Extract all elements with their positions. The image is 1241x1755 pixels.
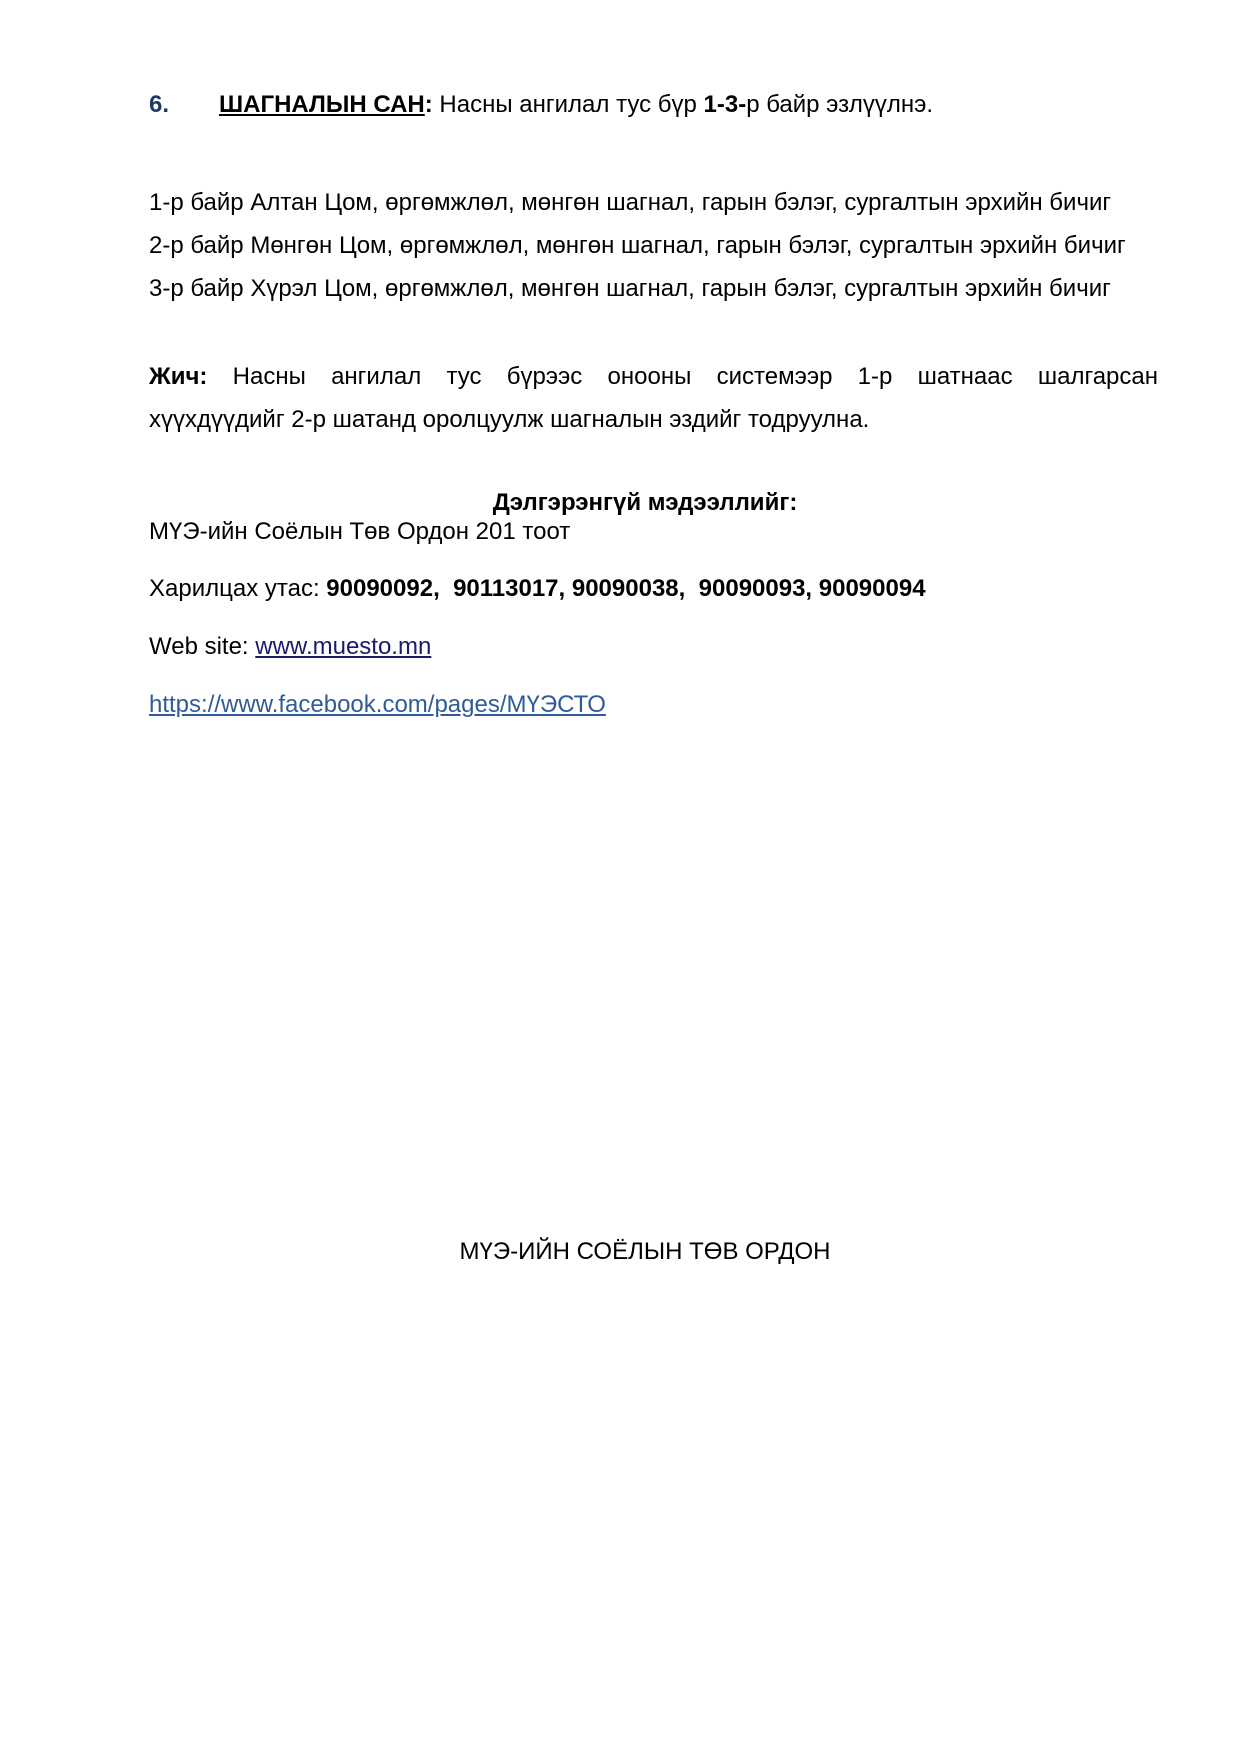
phone-numbers: 90090092, 90113017, 90090038, 90090093, 90090094 bbox=[326, 575, 926, 602]
prize-line-2: 2-р байр Мөнгөн Цом, өргөмжлөл, мөнгөн шагнал, гарын бэлэг, сургалтын эрхийн бичиг bbox=[149, 232, 1126, 259]
footer-organization: МҮЭ-ИЙН СОЁЛЫН ТӨВ ОРДОН bbox=[459, 1238, 831, 1265]
contact-phone bbox=[149, 574, 926, 604]
web-link[interactable]: www.muesto.mn bbox=[255, 633, 432, 660]
section-intro-post: р байр эзлүүлнэ. bbox=[746, 91, 934, 118]
section-title: ШАГНАЛЫН САН bbox=[219, 91, 425, 118]
section-intro-pre: Насны ангилал тус бүр bbox=[432, 91, 704, 118]
facebook-line bbox=[149, 690, 606, 720]
note-label: Жич: bbox=[149, 363, 208, 390]
contact-heading: Дэлгэрэнгүй мэдээллийг: bbox=[492, 489, 798, 516]
note-line-2: хүүхдүүдийг 2-р шатанд оролцуулж шагналын эздийг тодруулна. bbox=[149, 406, 870, 433]
note-line-1 bbox=[149, 362, 1158, 392]
section-heading bbox=[149, 90, 933, 120]
section-intro-bold: 1-3- bbox=[703, 91, 747, 118]
contact-address: МҮЭ-ийн Соёлын Төв Ордон 201 тоот bbox=[149, 518, 571, 545]
note-text-1: Насны ангилал тус бүрээс онооны системээр 1-р шатнаас шалгарсан bbox=[232, 363, 1159, 390]
section-colon: : bbox=[424, 91, 433, 118]
prize-line-3: 3-р байр Хүрэл Цом, өргөмжлөл, мөнгөн шагнал, гарын бэлэг, сургалтын эрхийн бичиг bbox=[149, 275, 1111, 302]
contact-web bbox=[149, 632, 431, 662]
phone-label: Харилцах утас: bbox=[149, 575, 327, 602]
facebook-link[interactable]: https://www.facebook.com/pages/МҮЭСТО bbox=[149, 691, 606, 718]
web-label: Web site: bbox=[149, 633, 256, 660]
prize-line-1: 1-р байр Алтан Цом, өргөмжлөл, мөнгөн шагнал, гарын бэлэг, сургалтын эрхийн бичиг bbox=[149, 189, 1112, 216]
section-number: 6. bbox=[149, 91, 170, 118]
